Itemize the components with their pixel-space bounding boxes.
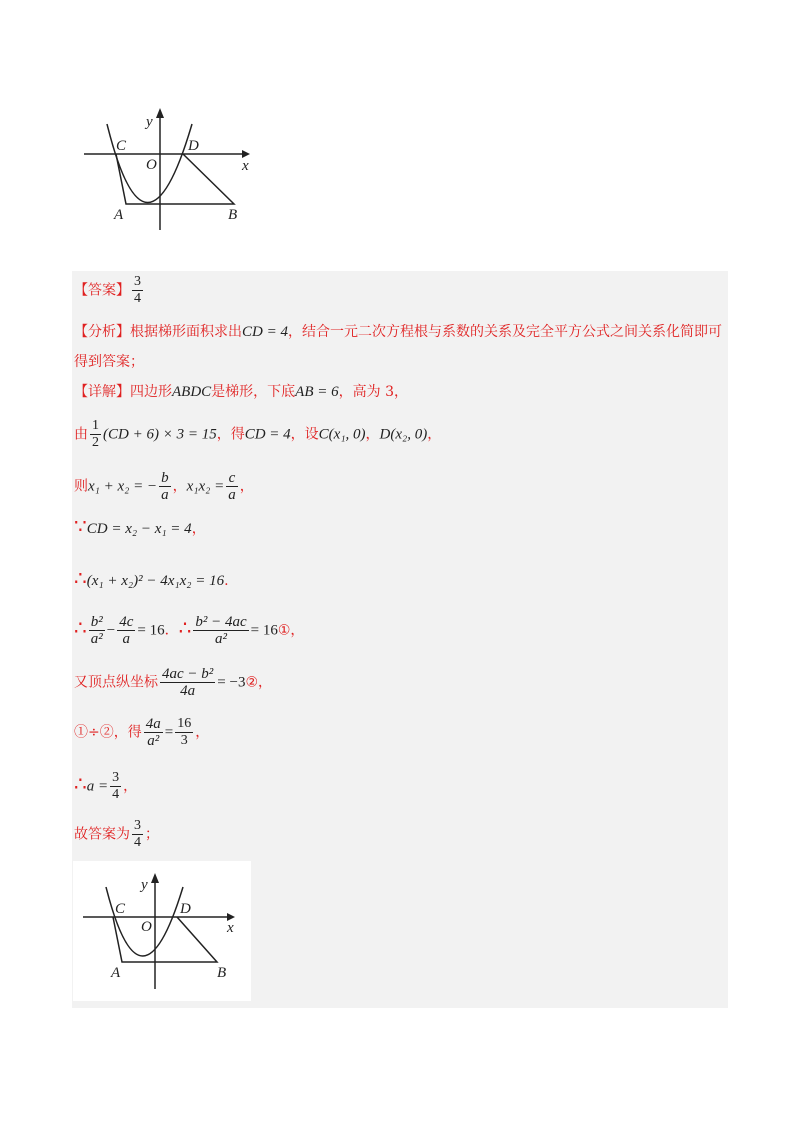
detail-line-2: 由 $\frac{1}{2}$ (CD + 6) × 3 = 15，得CD = 4，设C(x₁, 0)，D(x₂, 0)， — [74, 418, 442, 450]
detail-line-6: ∴ $\frac{\text{b²}}{\text{a²}}$ − $\frac{4c}{a}$ = 16．∴ $\frac{\text{b² − 4ac}}{\text{a²}}$ = 16①， — [74, 614, 305, 647]
label-x: x — [227, 920, 234, 936]
detail-line-8: ①÷②，得 $\frac{4a}{\text{a²}}$ = $\frac{16}{3}$ ， — [74, 716, 210, 749]
detail-tag: 【详解】 — [74, 384, 130, 400]
label-d: D — [180, 901, 191, 917]
figure-top — [80, 104, 260, 234]
x-axis-arrow — [242, 150, 250, 158]
label-d: D — [188, 138, 199, 154]
detail-line-3: 则x₁ + x₂ = − $\frac{b}{a}$ ，x₁x₂ = $\frac{c}{a}$ ， — [74, 470, 254, 503]
detail-line-9: ∴a = $\frac{3}{4}$ ， — [74, 770, 138, 802]
label-y: y — [146, 114, 153, 130]
detail-line-1: 【详解】四边形ABDC是梯形，下底AB = 6，高为 3， — [74, 384, 408, 400]
analysis-line-1: 【分析】根据梯形面积求出CD = 4，结合一元二次方程根与系数的关系及完全平方公式之间关系化简即可 — [74, 324, 722, 340]
y-axis-arrow — [156, 108, 164, 118]
trapezoid-abdc — [113, 917, 217, 962]
label-b: B — [228, 207, 238, 223]
detail-line-5: ∴(x₁ + x₂)² − 4x₁x₂ = 16. — [74, 566, 229, 590]
detail-line-4: ∵CD = x₂ − x₁ = 4， — [74, 514, 206, 538]
label-o: O — [146, 157, 157, 173]
trapezoid-abdc — [116, 154, 234, 204]
label-a: A — [111, 965, 121, 981]
answer-line — [74, 274, 145, 307]
answer-fraction: $\frac{3}{4}$ — [134, 274, 141, 306]
label-b: B — [217, 965, 227, 981]
label-c: C — [116, 138, 127, 154]
analysis-line-2: 得到答案； — [74, 354, 144, 370]
label-a: A — [114, 207, 124, 223]
analysis-tag: 【分析】 — [74, 324, 130, 340]
answer-tag: 【答案】 — [74, 282, 130, 299]
detail-line-7: 又顶点纵坐标 $\frac{\text{4ac − b²}}{4a}$ = −3②， — [74, 666, 273, 699]
detail-line-10: 故答案为 $\frac{3}{4}$ ； — [74, 818, 159, 850]
label-o: O — [141, 919, 152, 935]
label-y: y — [141, 877, 148, 893]
label-c: C — [115, 901, 126, 917]
figure-bottom — [73, 861, 251, 1001]
label-x: x — [242, 158, 249, 174]
y-axis-arrow — [151, 873, 159, 883]
